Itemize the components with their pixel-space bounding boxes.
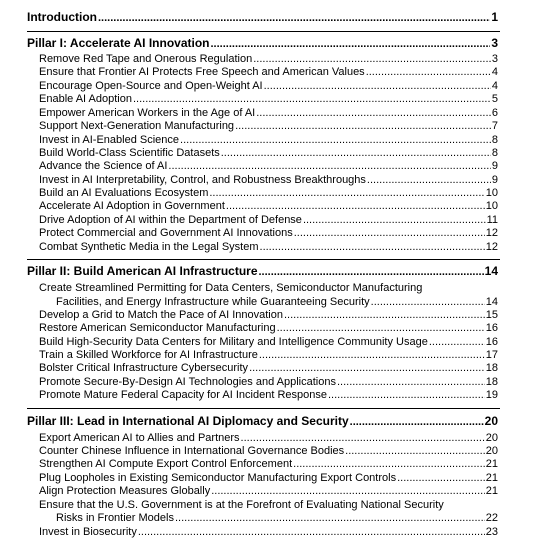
toc-entry-page: 15 <box>485 309 498 321</box>
toc-entry-title: Remove Red Tape and Onerous Regulation <box>39 53 253 65</box>
toc-entry-page: 21 <box>485 472 498 484</box>
toc-entry-title: Protect Commercial and Government AI Innovations <box>39 227 293 239</box>
toc-entry-page: 16 <box>485 322 498 334</box>
toc-section-page: 3 <box>491 36 498 50</box>
dot-leader <box>350 416 484 428</box>
toc-entry-title: Ensure that the U.S. Government is at the Forefront of Evaluating National Security <box>39 499 444 511</box>
toc-entry-line[interactable] <box>39 282 498 294</box>
toc-entry-title: Counter Chinese Influence in International Governance Bodies <box>39 445 345 457</box>
toc-entry-page: 23 <box>485 526 498 538</box>
toc-entry-page: 3 <box>491 53 498 65</box>
dot-leader <box>249 362 485 374</box>
toc-entry-page: 11 <box>486 214 498 226</box>
toc-entry[interactable] <box>39 376 498 388</box>
toc-entry-page: 20 <box>485 432 498 444</box>
dot-leader <box>264 80 491 92</box>
dot-leader <box>256 107 491 119</box>
dot-leader <box>138 526 485 538</box>
dot-leader <box>211 38 491 50</box>
toc-entry-title: Train a Skilled Workforce for AI Infrastructure <box>39 349 258 361</box>
dot-leader <box>293 458 485 470</box>
toc-entry-title: Drive Adoption of AI within the Department of Defense <box>39 214 302 226</box>
toc-entry-title: Align Protection Measures Globally <box>39 485 211 497</box>
toc-section-pillar-2[interactable] <box>27 264 498 278</box>
toc-entry-page: 8 <box>491 134 498 146</box>
toc-entry-page: 17 <box>485 349 498 361</box>
toc-entry[interactable] <box>39 389 498 401</box>
toc-entry-page: 6 <box>491 107 498 119</box>
toc-entry[interactable] <box>39 200 498 212</box>
toc-entry-title-continued: Risks in Frontier Models <box>56 512 174 524</box>
toc-entry-title: Empower American Workers in the Age of AI <box>39 107 256 119</box>
toc-entry-page: 12 <box>485 227 498 239</box>
toc-entry-title: Build an AI Evaluations Ecosystem <box>39 187 209 199</box>
toc-entry-page: 7 <box>491 120 498 132</box>
toc-entry-page: 22 <box>485 512 498 524</box>
toc-entry[interactable] <box>39 187 498 199</box>
toc-entry-page: 19 <box>485 389 498 401</box>
toc-entry-title: Encourage Open-Source and Open-Weight AI <box>39 80 263 92</box>
dot-leader <box>241 432 485 444</box>
toc-entry-title: Build High-Security Data Centers for Military and Intelligence Community Usage <box>39 336 428 348</box>
dot-leader <box>260 241 485 253</box>
dot-leader <box>226 200 485 212</box>
toc-entry-page: 4 <box>491 80 498 92</box>
toc-entry-page: 14 <box>485 296 498 308</box>
toc-entry-title: Develop a Grid to Match the Pace of AI Innovation <box>39 309 283 321</box>
toc-entry-page: 12 <box>485 241 498 253</box>
toc-entry[interactable] <box>39 485 498 497</box>
toc-entry[interactable] <box>39 472 498 484</box>
dot-leader <box>221 147 491 159</box>
toc-section-page: 20 <box>484 414 498 428</box>
toc-entry-page: 18 <box>485 376 498 388</box>
toc-entry[interactable] <box>56 512 498 524</box>
toc-entry-title: Invest in AI-Enabled Science <box>39 134 180 146</box>
toc-section-title: Pillar II: Build American AI Infrastructure <box>27 264 258 278</box>
toc-entry-title: Bolster Critical Infrastructure Cybersecurity <box>39 362 249 374</box>
toc-entry-page: 10 <box>485 200 498 212</box>
toc-entry[interactable] <box>39 120 498 132</box>
toc-entry[interactable] <box>39 241 498 253</box>
dot-leader <box>337 376 485 388</box>
toc-section-title: Pillar III: Lead in International AI Diplomacy and Security <box>27 414 349 428</box>
toc-section-pillar-1[interactable] <box>27 36 498 50</box>
dot-leader <box>259 349 485 361</box>
dot-leader <box>180 134 491 146</box>
toc-entry[interactable] <box>39 147 498 159</box>
toc-entry-title: Advance the Science of AI <box>39 160 168 172</box>
toc-entry-title: Support Next-Generation Manufacturing <box>39 120 235 132</box>
toc-entry[interactable] <box>39 93 498 105</box>
toc-entry[interactable] <box>39 160 498 172</box>
toc-entry[interactable] <box>39 526 498 538</box>
toc-entry[interactable] <box>39 322 498 334</box>
toc-entry-page: 20 <box>485 445 498 457</box>
toc-section-page: 14 <box>484 264 498 278</box>
toc-entry-page: 4 <box>491 66 498 78</box>
section-divider <box>27 259 500 260</box>
toc-entry[interactable] <box>39 134 498 146</box>
dot-leader <box>328 389 485 401</box>
toc-entry-title: Restore American Semiconductor Manufacturing <box>39 322 276 334</box>
section-divider <box>27 408 500 409</box>
toc-entry-page: 21 <box>485 458 498 470</box>
toc-entry-page: 5 <box>491 93 498 105</box>
dot-leader <box>367 174 491 186</box>
toc-entry-title: Invest in Biosecurity <box>39 526 137 538</box>
toc-entry[interactable] <box>39 53 498 65</box>
dot-leader <box>397 472 485 484</box>
dot-leader <box>345 445 485 457</box>
toc-entry-title: Plug Loopholes in Existing Semiconductor Manufacturing Export Controls <box>39 472 397 484</box>
dot-leader <box>284 309 485 321</box>
toc-entry-line[interactable] <box>39 499 498 511</box>
toc-entry-title: Strengthen AI Compute Export Control Enforcement <box>39 458 293 470</box>
dot-leader <box>168 160 490 172</box>
toc-entry[interactable] <box>39 214 498 226</box>
toc-entry[interactable] <box>39 458 498 470</box>
toc-entry-title: Accelerate AI Adoption in Government <box>39 200 225 212</box>
toc-entry-title: Introduction <box>27 10 97 24</box>
toc-entry-title: Enable AI Adoption <box>39 93 132 105</box>
toc-entry-title: Invest in AI Interpretability, Control, and Robustness Breakthroughs <box>39 174 366 186</box>
toc-entry-title: Promote Secure-By-Design AI Technologies and Applications <box>39 376 336 388</box>
toc-entry-page: 9 <box>491 174 498 186</box>
toc-entry-title: Create Streamlined Permitting for Data Centers, Semiconductor Manufacturing <box>39 282 423 294</box>
toc-entry[interactable] <box>39 349 498 361</box>
dot-leader <box>98 12 490 24</box>
dot-leader <box>366 66 491 78</box>
toc-entry-page: 18 <box>485 362 498 374</box>
toc-entry-title: Combat Synthetic Media in the Legal System <box>39 241 259 253</box>
dot-leader <box>133 93 491 105</box>
dot-leader <box>175 512 485 524</box>
toc-section-pillar-3[interactable] <box>27 414 498 428</box>
toc-entry[interactable] <box>39 174 498 186</box>
dot-leader <box>371 296 485 308</box>
toc-entry[interactable] <box>39 445 498 457</box>
toc-entry[interactable] <box>39 432 498 444</box>
dot-leader <box>303 214 486 226</box>
dot-leader <box>259 266 484 278</box>
toc-entry[interactable] <box>39 336 498 348</box>
toc-entry[interactable] <box>39 80 498 92</box>
toc-entry-page: 8 <box>491 147 498 159</box>
dot-leader <box>294 227 485 239</box>
toc-entry[interactable] <box>56 296 498 308</box>
toc-entry-page: 1 <box>491 10 498 24</box>
section-divider <box>27 31 500 32</box>
toc-entry[interactable] <box>39 362 498 374</box>
dot-leader <box>235 120 491 132</box>
toc-entry-title: Ensure that Frontier AI Protects Free Speech and American Values <box>39 66 365 78</box>
dot-leader <box>253 53 491 65</box>
toc-entry[interactable] <box>39 107 498 119</box>
toc-entry-title: Build World-Class Scientific Datasets <box>39 147 220 159</box>
toc-entry-page: 16 <box>485 336 498 348</box>
toc-entry-title: Promote Mature Federal Capacity for AI Incident Response <box>39 389 327 401</box>
toc-section-title: Pillar I: Accelerate AI Innovation <box>27 36 210 50</box>
dot-leader <box>429 336 485 348</box>
toc-entry[interactable] <box>39 309 498 321</box>
dot-leader <box>277 322 485 334</box>
dot-leader <box>211 485 485 497</box>
dot-leader <box>209 187 484 199</box>
toc-entry-title: Export American AI to Allies and Partners <box>39 432 240 444</box>
toc-entry-introduction[interactable] <box>27 10 498 24</box>
toc-entry-page: 10 <box>485 187 498 199</box>
toc-entry-page: 21 <box>485 485 498 497</box>
toc-entry[interactable] <box>39 227 498 239</box>
toc-entry[interactable] <box>39 66 498 78</box>
toc-entry-page: 9 <box>491 160 498 172</box>
toc-entry-title-continued: Facilities, and Energy Infrastructure while Guaranteeing Security <box>56 296 370 308</box>
